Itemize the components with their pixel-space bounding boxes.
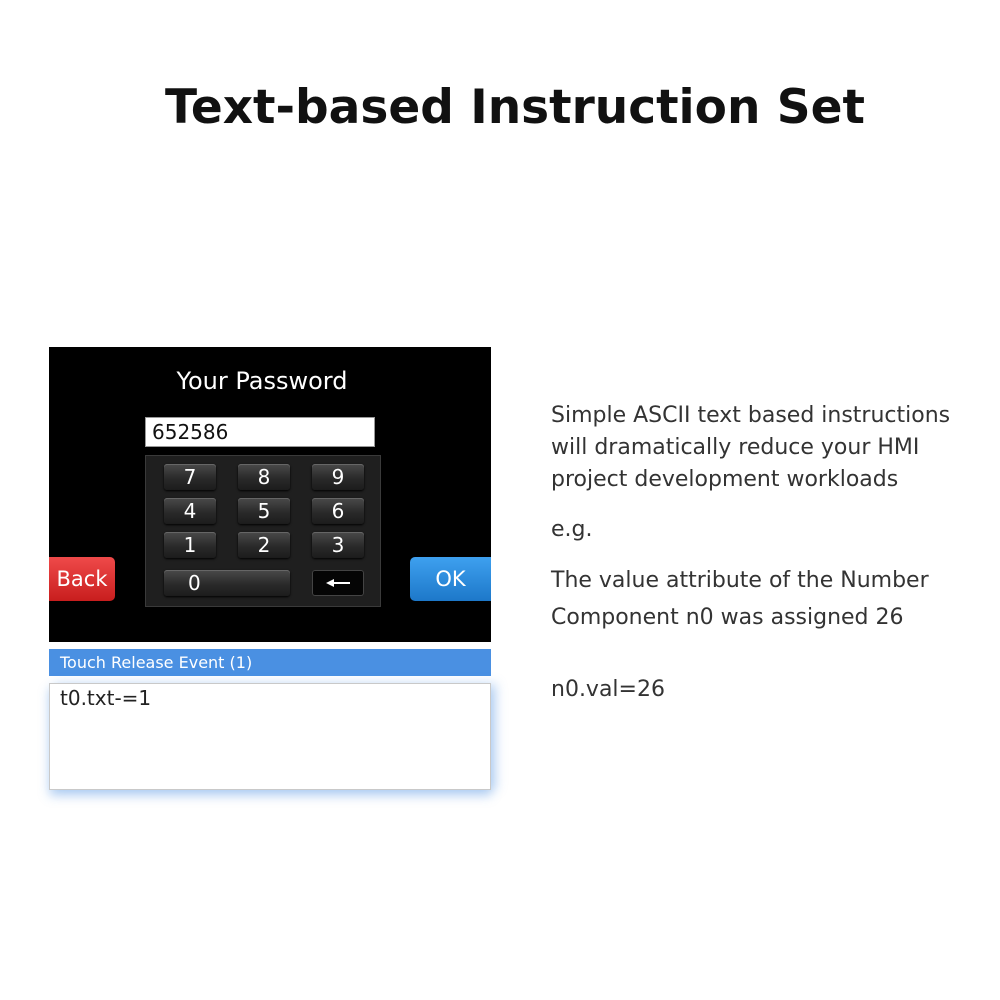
password-title: Your Password xyxy=(176,367,348,395)
key-7[interactable]: 7 xyxy=(164,464,216,490)
key-0[interactable]: 0 xyxy=(164,570,290,596)
key-4[interactable]: 4 xyxy=(164,498,216,524)
backspace-arrow-icon xyxy=(326,570,350,596)
password-field[interactable]: 652586 xyxy=(145,417,375,447)
description-eg: e.g. xyxy=(551,517,593,542)
key-2[interactable]: 2 xyxy=(238,532,290,558)
description-code: n0.val=26 xyxy=(551,677,665,702)
key-3[interactable]: 3 xyxy=(312,532,364,558)
event-header[interactable]: Touch Release Event (1) xyxy=(49,649,491,676)
key-8[interactable]: 8 xyxy=(238,464,290,490)
hmi-screen xyxy=(49,347,491,642)
key-1[interactable]: 1 xyxy=(164,532,216,558)
description-value-text: The value attribute of the Number Component n0 was assigned 26 xyxy=(551,568,929,630)
back-button[interactable]: Back xyxy=(49,557,115,601)
description-intro: Simple ASCII text based instructions will dramatically reduce your HMI project development workloads xyxy=(551,403,951,492)
numeric-keypad xyxy=(145,455,381,607)
event-code-editor[interactable]: t0.txt-=1 xyxy=(49,683,491,790)
ok-button[interactable]: OK xyxy=(410,557,491,601)
key-5[interactable]: 5 xyxy=(238,498,290,524)
backspace-key[interactable] xyxy=(312,570,364,596)
page-title: Text-based Instruction Set xyxy=(165,80,865,135)
key-9[interactable]: 9 xyxy=(312,464,364,490)
key-6[interactable]: 6 xyxy=(312,498,364,524)
